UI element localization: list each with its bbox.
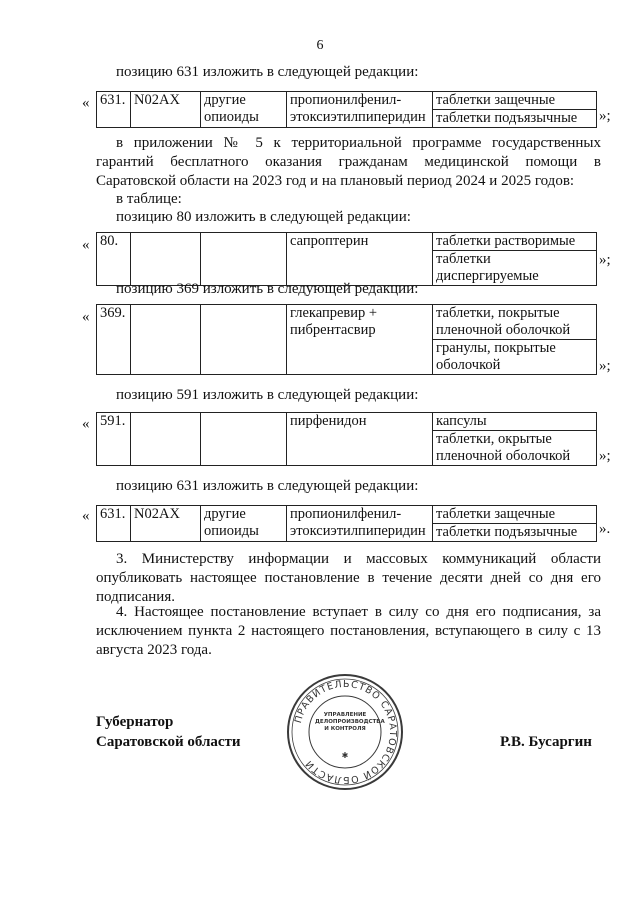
cell-form: таблетки защечные bbox=[433, 92, 597, 110]
quote-close: »; bbox=[599, 108, 611, 124]
cell-group bbox=[201, 305, 287, 375]
cell-form: таблетки защечные bbox=[433, 506, 597, 524]
cell-substance: сапроптерин bbox=[287, 233, 433, 286]
cell-substance: глекапревир + пибрентасвир bbox=[287, 305, 433, 375]
intro-position-631-second: позицию 631 изложить в следующей редакции: bbox=[116, 478, 419, 494]
table-position-631-second bbox=[96, 505, 597, 542]
cell-form: гранулы, покрытые оболочкой bbox=[433, 340, 597, 375]
cell-form: таблетки растворимые bbox=[433, 233, 597, 251]
cell-code bbox=[131, 233, 201, 286]
seal-ring-text: ПРАВИТЕЛЬСТВО САРАТОВСКОЙ ОБЛАСТИ bbox=[292, 678, 399, 786]
table-position-631 bbox=[96, 91, 597, 128]
cell-substance: пропионилфенил-этоксиэтилпиперидин bbox=[287, 506, 433, 542]
quote-open: « bbox=[82, 237, 90, 253]
table-position-80 bbox=[96, 232, 597, 286]
intro-position-369: позицию 369 изложить в следующей редакции: bbox=[116, 281, 419, 297]
quote-close: ». bbox=[599, 521, 611, 537]
item-4-paragraph: 4. Настоящее постановление вступает в силу со дня его подписания, за исключением пункта 2 настоящего постановления, вступающего в силу с 13 августа 2023 года. bbox=[96, 604, 601, 658]
cell-num: 80. bbox=[97, 233, 131, 286]
quote-open: « bbox=[82, 416, 90, 432]
table-position-591 bbox=[96, 412, 597, 466]
cell-num: 369. bbox=[97, 305, 131, 375]
cell-group bbox=[201, 233, 287, 286]
table-position-369 bbox=[96, 304, 597, 375]
quote-open: « bbox=[82, 508, 90, 524]
cell-code: N02AX bbox=[131, 92, 201, 128]
appendix-paragraph: в приложении № 5 к территориальной программе государственных гарантий бесплатного оказания гражданам медицинской помощи в Саратовской области на 2023 год и на плановый период 2024 и 2025 годов: bbox=[96, 135, 601, 189]
cell-form: капсулы bbox=[433, 413, 597, 431]
cell-code: N02AX bbox=[131, 506, 201, 542]
cell-code bbox=[131, 305, 201, 375]
page-number: 6 bbox=[316, 38, 324, 53]
seal-center-text: УПРАВЛЕНИЕ ДЕЛОПРОИЗВОДСТВА И КОНТРОЛЯ bbox=[315, 712, 385, 732]
cell-num: 631. bbox=[97, 92, 131, 128]
quote-close: »; bbox=[599, 358, 611, 374]
star-icon: ✱ bbox=[341, 751, 349, 760]
signatory-name: Р.В. Бусаргин bbox=[500, 734, 592, 750]
cell-group: другие опиоиды bbox=[201, 92, 287, 128]
signatory-title: Губернатор Саратовской области bbox=[96, 714, 241, 750]
cell-group bbox=[201, 413, 287, 466]
cell-group: другие опиоиды bbox=[201, 506, 287, 542]
cell-form: таблетки, покрытые пленочной оболочкой bbox=[433, 305, 597, 340]
cell-form: таблетки подъязычные bbox=[433, 524, 597, 542]
quote-close: »; bbox=[599, 448, 611, 464]
quote-close: »; bbox=[599, 252, 611, 268]
cell-form: таблетки, окрытые пленочной оболочкой bbox=[433, 431, 597, 466]
official-seal bbox=[285, 672, 405, 792]
item-3-paragraph: 3. Министерству информации и массовых коммуникаций области опубликовать настоящее постановление в течение десяти дней со дня его подписания. bbox=[96, 551, 601, 605]
intro-position-80: позицию 80 изложить в следующей редакции: bbox=[116, 209, 411, 225]
intro-position-631: позицию 631 изложить в следующей редакции: bbox=[116, 64, 419, 80]
cell-num: 631. bbox=[97, 506, 131, 542]
quote-open: « bbox=[82, 95, 90, 111]
cell-form: таблетки подъязычные bbox=[433, 110, 597, 128]
cell-substance: пропионилфенил-этоксиэтилпиперидин bbox=[287, 92, 433, 128]
cell-substance: пирфенидон bbox=[287, 413, 433, 466]
in-table-label: в таблице: bbox=[116, 191, 182, 207]
quote-open: « bbox=[82, 309, 90, 325]
cell-num: 591. bbox=[97, 413, 131, 466]
cell-code bbox=[131, 413, 201, 466]
intro-position-591: позицию 591 изложить в следующей редакции: bbox=[116, 387, 419, 403]
cell-form: таблетки диспергируемые bbox=[433, 251, 597, 286]
